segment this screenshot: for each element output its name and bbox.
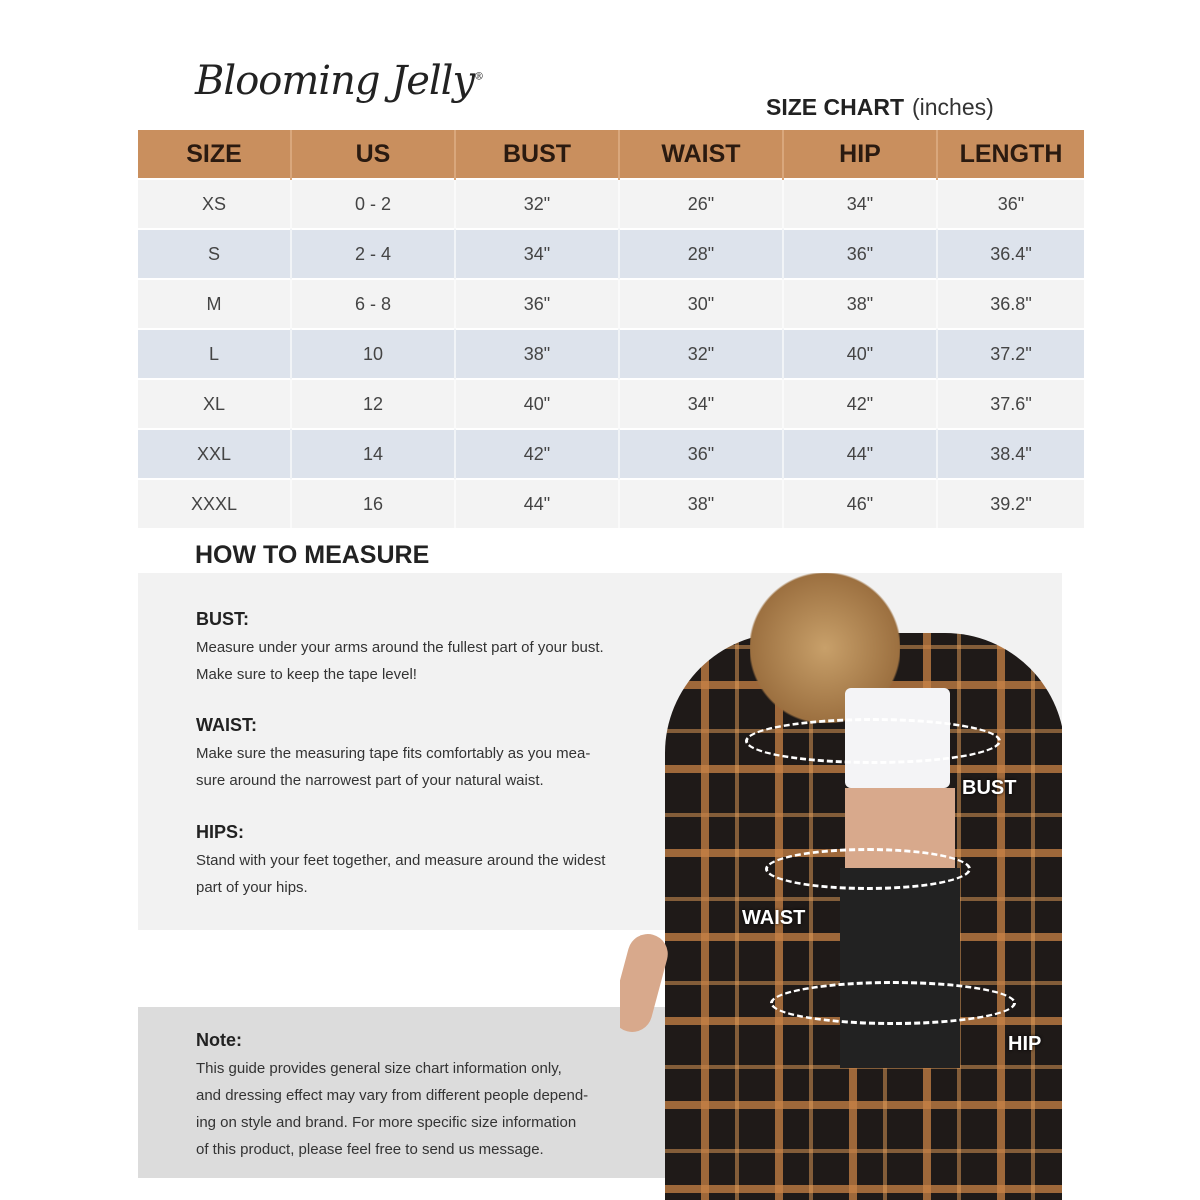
table-cell-hip: 46" [783,479,937,528]
column-header-waist: WAIST [619,130,783,179]
brand-logo [195,58,483,104]
table-cell-waist: 26" [619,179,783,229]
table-cell-bust: 42" [455,429,619,479]
waist-line: Make sure the measuring tape fits comfortably as you mea- [196,745,591,762]
table-cell-us: 16 [291,479,455,528]
brand-name: Blooming Jelly [195,58,475,104]
table-cell-bust: 32" [455,179,619,229]
table-cell-hip: 44" [783,429,937,479]
waist-heading: WAIST: [196,715,257,735]
table-row [138,429,1084,479]
bust-label: BUST [962,777,1017,799]
table-row [138,329,1084,379]
how-to-measure-title: HOW TO MEASURE [195,541,430,569]
table-cell-size: L [138,329,291,379]
waist-measure-ellipse [765,848,971,890]
hips-heading: HIPS: [196,822,245,842]
table-cell-us: 2 - 4 [291,229,455,279]
size-table [138,130,1084,528]
table-cell-size: XS [138,179,291,229]
shorts [840,868,960,1068]
note-line: and dressing effect may vary from different people depend- [196,1087,589,1104]
size-chart-unit: (inches) [912,94,994,120]
bust-instructions [196,609,666,688]
table-cell-size: S [138,229,291,279]
model-photo [620,573,1062,1200]
table-cell-length: 38.4" [937,429,1084,479]
column-header-bust: BUST [455,130,619,179]
table-cell-bust: 36" [455,279,619,329]
table-cell-us: 6 - 8 [291,279,455,329]
table-header-row [138,130,1084,179]
note-line: of this product, please feel free to send us message. [196,1141,544,1158]
table-cell-waist: 28" [619,229,783,279]
note-heading: Note: [196,1030,242,1050]
waist-label: WAIST [742,907,806,929]
waist-line: sure around the narrowest part of your natural waist. [196,772,544,789]
table-cell-size: XXXL [138,479,291,528]
note-line: This guide provides general size chart information only, [196,1060,562,1077]
hip-measure-ellipse [770,981,1016,1025]
column-header-length: LENGTH [937,130,1084,179]
table-cell-waist: 38" [619,479,783,528]
table-cell-size: XXL [138,429,291,479]
table-cell-hip: 36" [783,229,937,279]
column-header-size: SIZE [138,130,291,179]
table-cell-waist: 32" [619,329,783,379]
table-cell-length: 36.8" [937,279,1084,329]
table-row [138,379,1084,429]
bust-measure-ellipse [745,718,1001,764]
table-cell-waist: 34" [619,379,783,429]
table-cell-bust: 34" [455,229,619,279]
table-row [138,279,1084,329]
column-header-hip: HIP [783,130,937,179]
table-cell-bust: 40" [455,379,619,429]
hip-label: HIP [1008,1033,1042,1055]
bust-line: Measure under your arms around the fullest part of your bust. [196,639,604,656]
table-cell-us: 12 [291,379,455,429]
table-row [138,229,1084,279]
table-row [138,479,1084,528]
table-row [138,179,1084,229]
table-cell-hip: 34" [783,179,937,229]
table-cell-length: 39.2" [937,479,1084,528]
column-header-us: US [291,130,455,179]
hips-line: Stand with your feet together, and measure around the widest [196,852,606,869]
table-cell-length: 36.4" [937,229,1084,279]
table-cell-waist: 36" [619,429,783,479]
note-line: ing on style and brand. For more specific size information [196,1114,577,1131]
hips-line: part of your hips. [196,879,308,896]
table-cell-us: 14 [291,429,455,479]
table-cell-hip: 40" [783,329,937,379]
table-cell-waist: 30" [619,279,783,329]
note-section [196,1030,666,1163]
table-cell-length: 37.6" [937,379,1084,429]
table-cell-hip: 42" [783,379,937,429]
table-cell-us: 10 [291,329,455,379]
bust-heading: BUST: [196,609,249,629]
table-cell-bust: 38" [455,329,619,379]
size-chart-title-text: SIZE CHART [766,94,904,120]
size-chart-title [766,94,994,121]
hips-instructions [196,822,666,901]
table-cell-size: M [138,279,291,329]
waist-instructions [196,715,666,794]
table-cell-bust: 44" [455,479,619,528]
table-cell-hip: 38" [783,279,937,329]
table-cell-us: 0 - 2 [291,179,455,229]
table-cell-length: 36" [937,179,1084,229]
table-cell-length: 37.2" [937,329,1084,379]
bust-line: Make sure to keep the tape level! [196,666,417,683]
table-cell-size: XL [138,379,291,429]
registered-mark: ® [474,71,484,83]
